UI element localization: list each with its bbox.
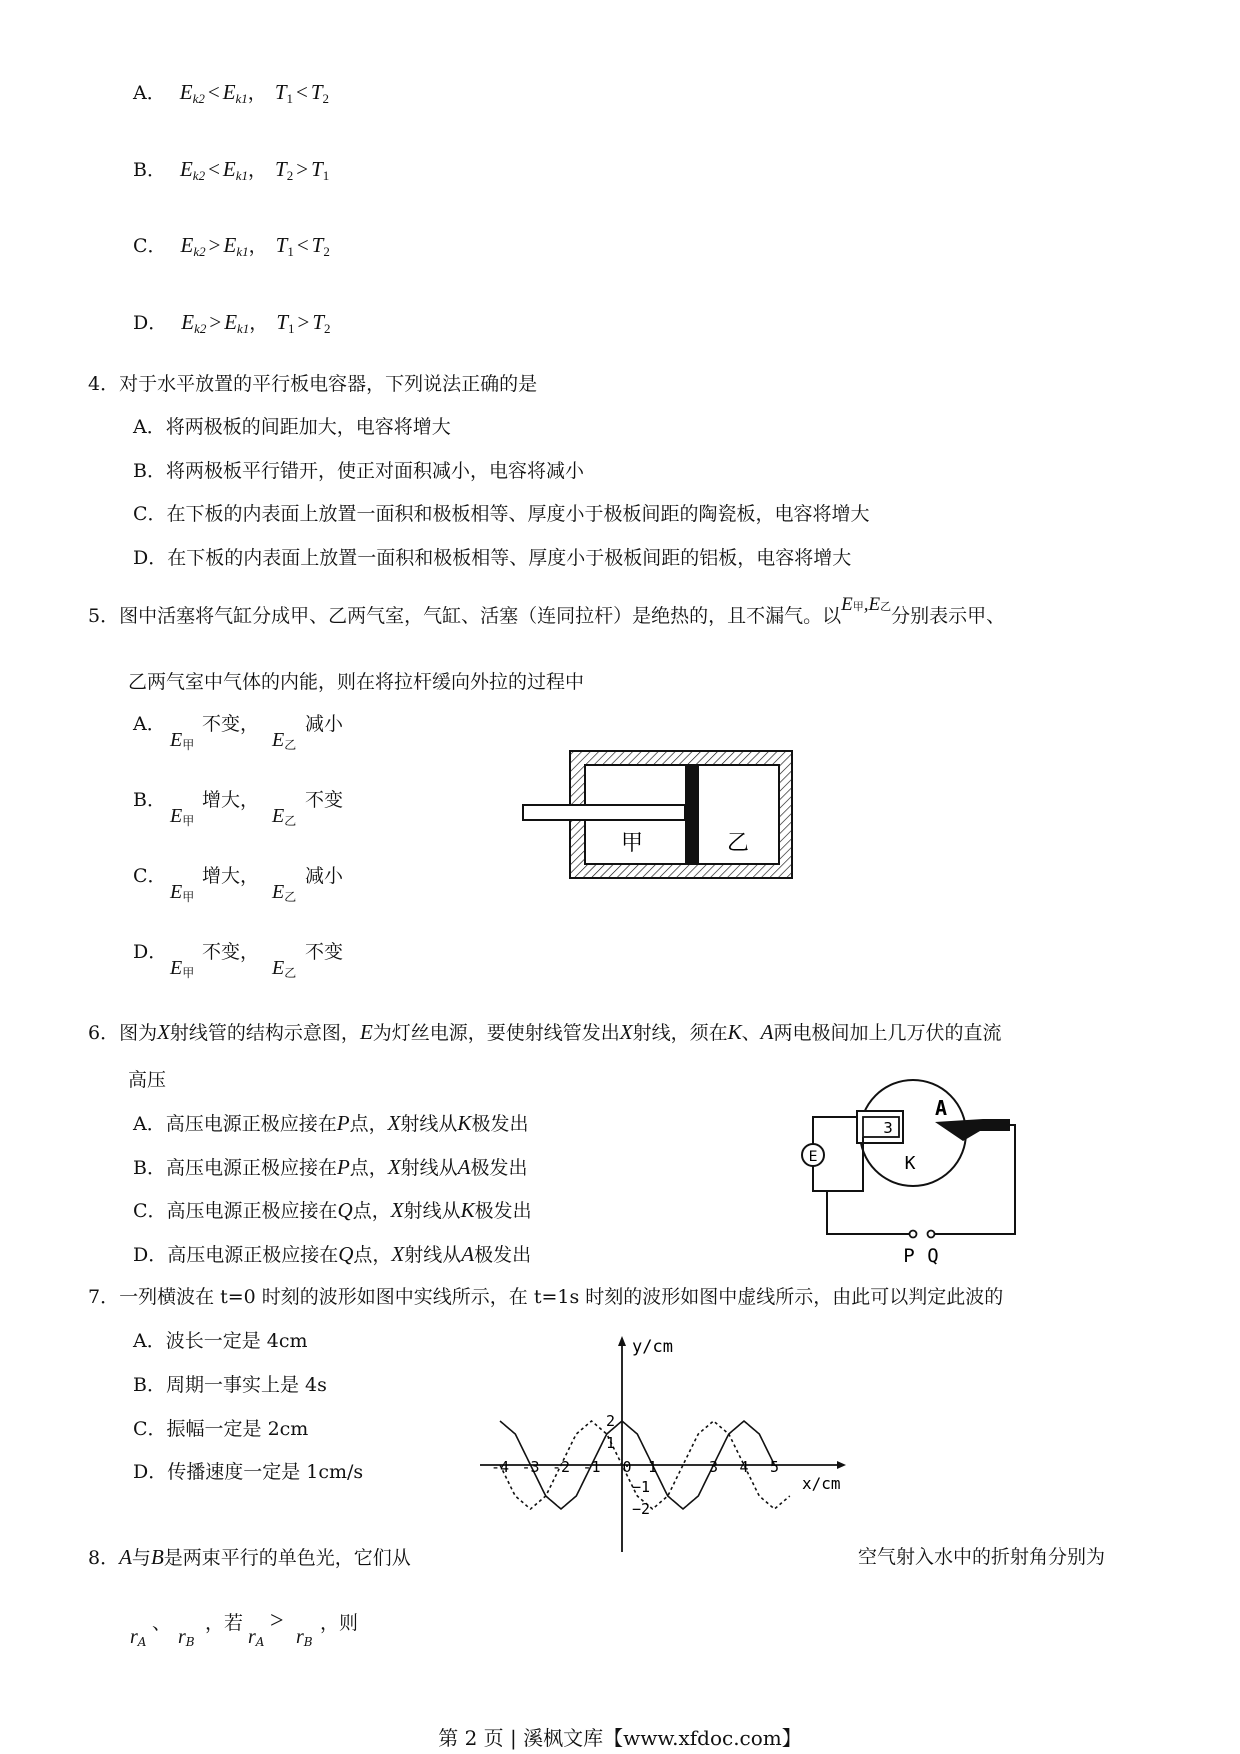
q6-option-text: 射线从 xyxy=(400,1157,458,1179)
subscript: A xyxy=(137,1635,147,1649)
q5-option-c-ejia xyxy=(170,882,194,907)
x-tick-label: 0 xyxy=(622,1458,632,1476)
q5-option-b-letter: B． xyxy=(133,789,166,811)
q7-stem: 7．一列横波在 t=0 时刻的波形如图中实线所示，在 t=1s 时刻的波形如图中虚线所示，由此可以判定此波的 xyxy=(88,1286,1004,1308)
symbol: r xyxy=(130,1626,138,1648)
option-letter: D． xyxy=(133,312,168,334)
q6-text: 射线管的结构示意图， xyxy=(169,1022,360,1044)
relation: < xyxy=(207,80,220,104)
subscript: 乙 xyxy=(284,890,297,904)
x-tick-label: -4 xyxy=(490,1458,510,1476)
q5-option-d-ejia xyxy=(170,958,194,983)
q6-option-d xyxy=(133,1242,531,1267)
q6-option-text: 极发出 xyxy=(470,1157,528,1179)
symbol: K xyxy=(457,1111,472,1135)
separator: ， xyxy=(247,82,267,104)
symbol: T xyxy=(274,80,287,104)
symbol: T xyxy=(311,157,323,181)
q8-ze: ，则 xyxy=(320,1612,359,1634)
separator: ， xyxy=(248,235,268,257)
q5-option-c-letter: C． xyxy=(133,865,167,887)
q8-dun: 、 xyxy=(152,1612,172,1634)
q6-option-text: 射线从 xyxy=(403,1200,461,1222)
terminal-q-label: Q xyxy=(927,1245,939,1267)
q5-option-a-w2: 减小 xyxy=(305,713,344,735)
subscript: k1 xyxy=(235,168,249,183)
subscript: k2 xyxy=(192,168,206,183)
q8-stem-right: 空气射入水中的折射角分别为 xyxy=(858,1546,1106,1568)
symbol: E xyxy=(868,594,881,615)
symbol: A xyxy=(119,1545,132,1569)
symbol: T xyxy=(311,233,324,257)
q5-option-b-ejia xyxy=(170,806,194,831)
symbol: E xyxy=(272,729,285,751)
x-axis-arrow xyxy=(837,1461,846,1469)
symbol: Q xyxy=(337,1198,353,1222)
symbol: P xyxy=(336,1155,350,1179)
xray-tube-figure xyxy=(775,1075,1035,1275)
y-axis-label: y/cm xyxy=(632,1337,673,1357)
symbol: E xyxy=(841,594,853,615)
subscript: k1 xyxy=(236,244,249,259)
subscript: 乙 xyxy=(284,738,297,752)
subscript: 乙 xyxy=(880,601,892,613)
chamber-yi-label: 乙 xyxy=(726,831,750,856)
x-tick-label: 3 xyxy=(708,1458,719,1476)
q5-option-b-w2: 不变 xyxy=(305,789,344,811)
option-letter: C． xyxy=(133,235,167,257)
q5-option-a-eyi xyxy=(272,730,296,755)
q5-stem-line1 xyxy=(88,594,1006,631)
q6-option-text: 射线从 xyxy=(404,1244,462,1266)
q6-stem-line1 xyxy=(88,1020,1002,1045)
q8-text: 与 xyxy=(131,1547,151,1569)
q8-text: 8． xyxy=(88,1547,120,1569)
q6-stem-line2: 高压 xyxy=(128,1069,167,1091)
subscript: 乙 xyxy=(284,814,297,828)
terminal-q xyxy=(928,1231,935,1238)
q5-option-d-eyi xyxy=(272,958,296,983)
q4-option-d: D．在下板的内表面上放置一面积和极板相等、厚度小于极板间距的铝板，电容将增大 xyxy=(133,547,852,569)
symbol: E xyxy=(181,310,195,334)
symbol: E xyxy=(272,881,285,903)
subscript: 甲 xyxy=(182,814,195,828)
q5-stem-text: 5．图中活塞将气缸分成甲、乙两气室，气缸、活塞（连同拉杆）是绝热的，且不漏气。以 xyxy=(88,605,842,627)
q7-option-b: B．周期一事实上是 4s xyxy=(133,1374,327,1396)
q3-option-d xyxy=(133,310,331,341)
q8-ra xyxy=(130,1627,146,1652)
symbol: E xyxy=(272,805,285,827)
option-letter: A． xyxy=(133,82,166,104)
symbol: T xyxy=(275,157,287,181)
subscript: B xyxy=(303,1635,313,1649)
q6-option-text: 点， xyxy=(349,1113,388,1135)
symbol: P xyxy=(336,1111,350,1135)
q5-option-a-ejia xyxy=(170,730,194,755)
subscript: k1 xyxy=(235,91,248,106)
terminal-p-label: P xyxy=(903,1245,915,1267)
separator: ， xyxy=(249,312,269,334)
page-footer: 第 2 页 | 溪枫文库【www.xfdoc.com】 xyxy=(438,1726,802,1750)
chamber-jia-label: 甲 xyxy=(620,831,644,856)
q7-option-d: D．传播速度一定是 1cm/s xyxy=(133,1461,364,1483)
symbol: E xyxy=(170,881,183,903)
q8-rb-2 xyxy=(296,1627,313,1652)
symbol: E xyxy=(170,805,183,827)
relation: > xyxy=(209,310,222,334)
q5-option-c-eyi xyxy=(272,882,296,907)
subscript: 甲 xyxy=(182,890,195,904)
subscript: 甲 xyxy=(182,738,195,752)
source-label: E xyxy=(808,1149,818,1165)
q6-option-text: C．高压电源正极应接在 xyxy=(133,1200,338,1222)
q4-stem: 4．对于水平放置的平行板电容器，下列说法正确的是 xyxy=(88,373,538,395)
subscript: 1 xyxy=(288,321,295,336)
subscript: 甲 xyxy=(852,601,864,613)
symbol: Q xyxy=(338,1242,354,1266)
symbol: r xyxy=(296,1626,304,1648)
piston xyxy=(685,765,699,864)
q8-rb xyxy=(178,1627,195,1652)
symbol: X xyxy=(387,1111,401,1135)
q3-option-c xyxy=(133,233,330,264)
q6-option-text: 极发出 xyxy=(474,1244,532,1266)
symbol: X xyxy=(390,1198,404,1222)
symbol: T xyxy=(310,80,323,104)
q6-option-text: A．高压电源正极应接在 xyxy=(133,1113,337,1135)
q5-option-d-letter: D． xyxy=(133,941,168,963)
subscript: k2 xyxy=(194,321,207,336)
symbol: A xyxy=(760,1020,774,1044)
symbol: K xyxy=(460,1198,475,1222)
q5-option-d-w1: 不变， xyxy=(202,941,260,963)
symbol: E xyxy=(170,729,183,751)
y-tick-label: 1 xyxy=(606,1434,616,1452)
q5-stem-text: 分别表示甲、 xyxy=(891,605,1006,627)
subscript: 1 xyxy=(286,91,293,106)
q6-text: 为灯丝电源，要使射线管发出 xyxy=(372,1022,620,1044)
chart-axes xyxy=(480,1336,846,1552)
q3-option-a xyxy=(133,80,329,111)
q5-option-a-w1: 不变， xyxy=(202,713,260,735)
subscript: k2 xyxy=(192,91,205,106)
q6-text: 6．图为 xyxy=(88,1022,158,1044)
symbol: T xyxy=(276,310,288,334)
q8-gt: > xyxy=(270,1608,284,1634)
q6-text: 射线，须在 xyxy=(632,1022,728,1044)
symbol: E xyxy=(272,957,285,979)
symbol: E xyxy=(170,957,183,979)
subscript: 2 xyxy=(286,168,294,183)
x-tick-label: 1 xyxy=(647,1458,658,1476)
q7-option-c: C．振幅一定是 2cm xyxy=(133,1418,309,1440)
subscript: 1 xyxy=(322,168,330,183)
symbol: K xyxy=(727,1020,742,1044)
relation: > xyxy=(296,157,309,181)
q6-option-text: 极发出 xyxy=(474,1200,532,1222)
relation: > xyxy=(297,310,310,334)
x-tick-label: 4 xyxy=(739,1458,749,1476)
terminal-p xyxy=(910,1231,917,1238)
q5-option-d-w2: 不变 xyxy=(305,941,344,963)
x-tick-label: -3 xyxy=(521,1458,540,1476)
q8-stem-left xyxy=(88,1545,411,1570)
q7-option-a: A．波长一定是 4cm xyxy=(133,1330,308,1352)
q6-option-text: B．高压电源正极应接在 xyxy=(133,1157,337,1179)
q5-option-b-w1: 增大， xyxy=(202,789,260,811)
symbol: E xyxy=(222,157,236,181)
symbol: T xyxy=(312,310,325,334)
x-tick-label: -1 xyxy=(582,1458,601,1476)
x-tick-label: -2 xyxy=(551,1458,571,1476)
relation: > xyxy=(208,233,221,257)
symbol: A xyxy=(461,1242,475,1266)
symbol: E xyxy=(179,157,193,181)
symbol: T xyxy=(275,233,288,257)
subscript: k2 xyxy=(193,244,206,259)
symbol: r xyxy=(178,1626,186,1648)
cathode-label: K xyxy=(904,1153,916,1174)
filament-label: 3 xyxy=(883,1119,893,1137)
q8-ruo: ，若 xyxy=(205,1612,244,1634)
x-tick-label: 5 xyxy=(769,1458,780,1476)
anode-label: A xyxy=(934,1096,948,1120)
q6-option-text: 点， xyxy=(352,1200,391,1222)
subscript: 2 xyxy=(323,244,330,259)
q5-stem-line2: 乙两气室中气体的内能，则在将拉杆缓向外拉的过程中 xyxy=(128,671,585,693)
subscript: k1 xyxy=(237,321,250,336)
q6-text: 、 xyxy=(741,1022,761,1044)
q6-option-text: 点， xyxy=(353,1244,392,1266)
q5-option-c-w2: 减小 xyxy=(305,865,344,887)
separator: ， xyxy=(248,159,268,181)
symbol: X xyxy=(387,1155,401,1179)
subscript: B xyxy=(185,1635,195,1649)
wave-chart xyxy=(480,1330,860,1555)
y-tick-label: 2 xyxy=(606,1412,616,1430)
symbol: E xyxy=(223,233,237,257)
subscript: 1 xyxy=(287,244,294,259)
y-tick-label: −1 xyxy=(632,1478,651,1496)
cylinder-figure xyxy=(520,745,800,885)
q4-option-b: B．将两极板平行错开，使正对面积减小，电容将减小 xyxy=(133,460,584,482)
subscript: 2 xyxy=(322,91,330,106)
q8-ra-2 xyxy=(248,1627,264,1652)
option-letter: B． xyxy=(133,159,166,181)
symbol: E xyxy=(222,80,236,104)
subscript: 2 xyxy=(324,321,331,336)
q8-text: 是两束平行的单色光，它们从 xyxy=(163,1547,411,1569)
q6-option-text: 点， xyxy=(349,1157,388,1179)
pull-rod xyxy=(523,805,685,820)
subscript: A xyxy=(255,1635,265,1649)
relation: < xyxy=(208,157,220,181)
q5-option-c-w1: 增大， xyxy=(202,865,260,887)
q4-option-a: A．将两极板的间距加大，电容将增大 xyxy=(133,416,451,438)
symbol: A xyxy=(457,1155,471,1179)
separator: , xyxy=(863,594,869,615)
symbol: E xyxy=(179,80,193,104)
q6-option-b xyxy=(133,1155,528,1180)
symbol: X xyxy=(391,1242,405,1266)
q3-option-b xyxy=(133,157,329,188)
symbol: X xyxy=(157,1020,170,1044)
q6-option-c xyxy=(133,1198,532,1223)
subscript: 乙 xyxy=(284,966,297,980)
symbol: B xyxy=(150,1545,164,1569)
q4-option-c: C．在下板的内表面上放置一面积和极板相等、厚度小于极板间距的陶瓷板，电容将增大 xyxy=(133,503,870,525)
q6-text: 两电极间加上几万伏的直流 xyxy=(773,1022,1002,1044)
symbol: E xyxy=(359,1020,373,1044)
subscript: 甲 xyxy=(182,966,195,980)
symbol: E xyxy=(180,233,194,257)
q6-option-text: D．高压电源正极应接在 xyxy=(133,1244,339,1266)
q6-option-a xyxy=(133,1111,528,1136)
symbol: X xyxy=(619,1020,633,1044)
relation: < xyxy=(296,233,309,257)
q6-option-text: 极发出 xyxy=(471,1113,529,1135)
y-axis-arrow xyxy=(618,1336,626,1346)
q5-option-b-eyi xyxy=(272,806,296,831)
symbol: r xyxy=(248,1626,256,1648)
x-axis-label: x/cm xyxy=(802,1474,841,1493)
q5-option-a-letter: A． xyxy=(133,713,166,735)
q6-option-text: 射线从 xyxy=(400,1113,458,1135)
y-tick-label: −2 xyxy=(632,1500,651,1518)
symbol: E xyxy=(224,310,238,334)
relation: < xyxy=(296,80,308,104)
